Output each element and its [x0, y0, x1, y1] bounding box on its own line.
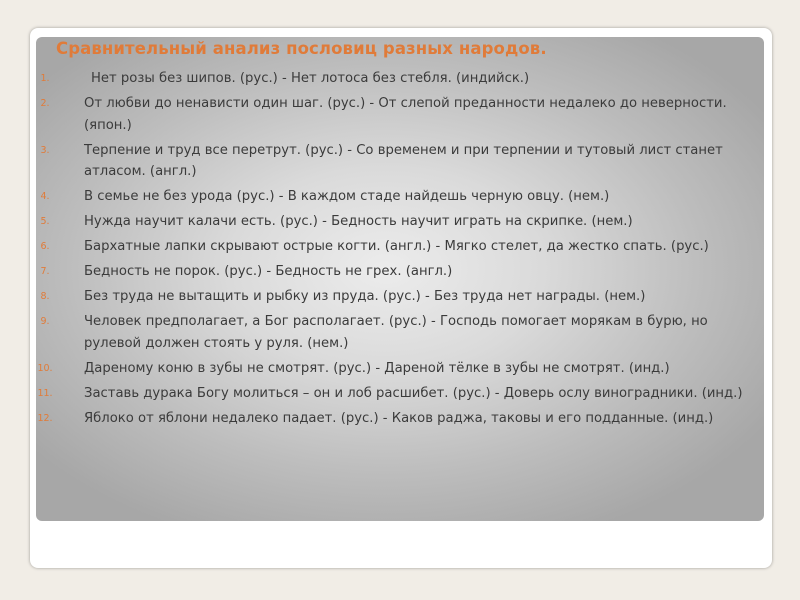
item-number: 6. [40, 241, 50, 252]
list-item [20, 311, 765, 354]
list-item [20, 358, 765, 380]
list-item [20, 408, 765, 430]
item-number: 3. [40, 144, 50, 156]
proverb-text: Бархатные лапки скрывают острые когти. (англ.) - Мягко стелет, да жестко спать. (рус.) [84, 239, 709, 254]
item-number: 4. [40, 191, 50, 202]
item-number: 12. [37, 412, 53, 424]
list-item [20, 140, 765, 183]
proverb-text: Дареному коню в зубы не смотрят. (рус.) - Дареной тёлке в зубы не смотрят. (инд.) [84, 360, 670, 376]
item-number: 1. [40, 73, 50, 84]
proverb-text: Терпение и труд все перетрут. (рус.) - Со временем и при терпении и тутовый лист станет атласом. (англ.) [84, 142, 723, 179]
list-item [20, 68, 765, 90]
proverb-text: От любви до ненависти один шаг. (рус.) - От слепой преданности недалеко до неверности. (япон.) [84, 96, 727, 133]
proverb-text: Заставь дурака Богу молиться – он и лоб расшибет. (рус.) - Доверь ослу виноградники. (инд.) [84, 385, 743, 401]
list-item [20, 261, 765, 283]
proverb-text: В семье не без урода (рус.) - В каждом стаде найдешь черную овцу. (нем.) [84, 189, 610, 204]
proverb-text: Бедность не порок. (рус.) - Бедность не грех. (англ.) [84, 264, 453, 279]
list-item [20, 383, 765, 405]
list-item [20, 286, 765, 308]
list-item [20, 186, 765, 208]
proverb-text: Человек предполагает, а Бог располагает. (рус.) - Господь помогает морякам в бурю, но рулевой должен стоять у руля. (нем.) [84, 314, 708, 351]
item-number: 10. [37, 362, 53, 374]
list-item [20, 211, 765, 233]
item-number: 5. [40, 216, 50, 227]
proverb-text: Нужда научит калачи есть. (рус.) - Бедность научит играть на скрипке. (нем.) [84, 214, 633, 229]
item-number: 2. [40, 98, 50, 109]
list-item [20, 93, 765, 136]
proverb-text: Без труда не вытащить и рыбку из пруда. (рус.) - Без труда нет награды. (нем.) [84, 289, 646, 304]
list-item [20, 236, 765, 258]
item-number: 7. [40, 266, 50, 277]
proverb-list [20, 68, 765, 433]
item-number: 11. [37, 387, 53, 399]
item-number: 8. [40, 291, 50, 302]
proverb-text: Нет розы без шипов. (рус.) - Нет лотоса без стебля. (индийск.) [91, 71, 530, 86]
item-number: 9. [40, 316, 50, 327]
slide-title: Сравнительный анализ пословиц разных народов. [56, 39, 547, 58]
proverb-text: Яблоко от яблони недалеко падает. (рус.) - Каков раджа, таковы и его подданные. (инд.) [84, 410, 714, 426]
